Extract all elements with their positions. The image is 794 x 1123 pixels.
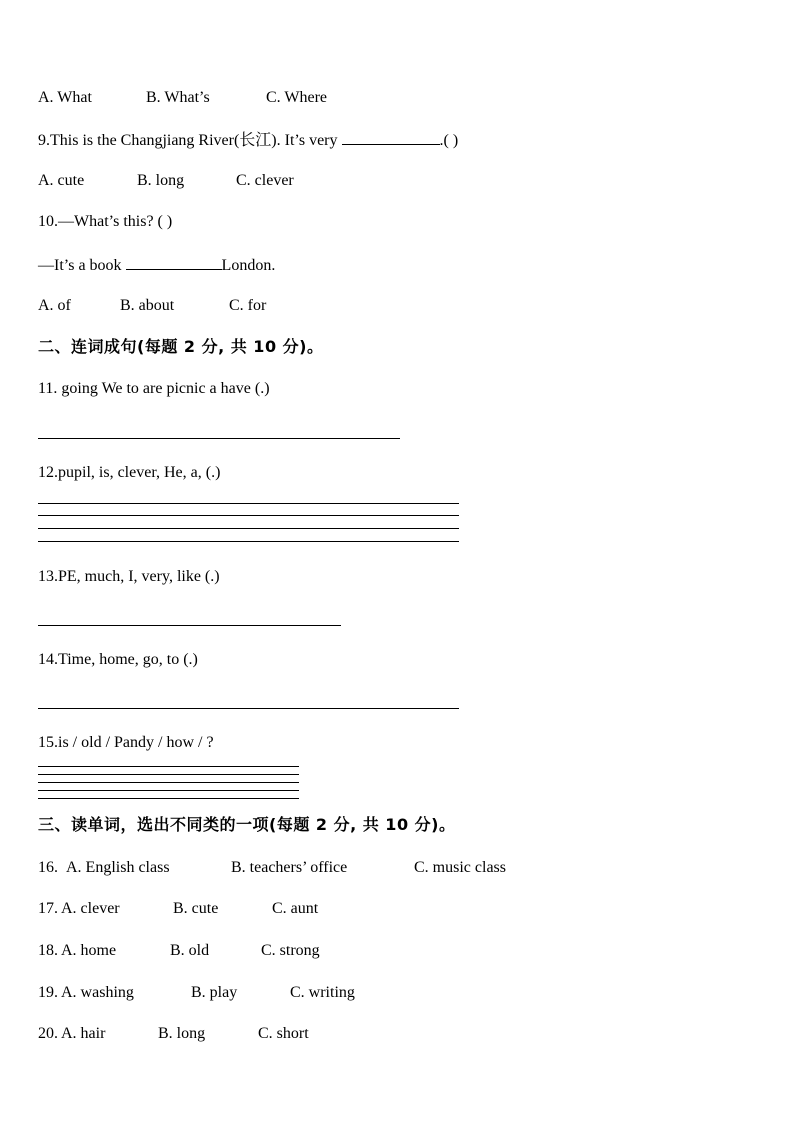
q16-option-a: A. English class	[66, 859, 170, 876]
q9-text-before: 9.This is the Changjiang River(长江). It’s very	[38, 132, 342, 149]
q19-number: 19.	[38, 984, 58, 1001]
section2-heading: 二、连词成句(每题 2 分, 共 10 分)。	[38, 337, 324, 356]
q15-prompt: 15.is / old / Pandy / how / ?	[38, 734, 214, 751]
q20-number: 20.	[38, 1025, 58, 1042]
q10-option-a: A. of	[38, 297, 71, 314]
q14-answer-line[interactable]	[38, 708, 459, 709]
q18-number: 18.	[38, 942, 58, 959]
q11-answer-line[interactable]	[38, 438, 400, 439]
q18-option-a: A. home	[61, 942, 117, 959]
q10-line2-before: —It’s a book	[38, 257, 126, 274]
q10-line2-after: London.	[221, 257, 276, 274]
q20-option-c: C. short	[258, 1025, 309, 1042]
q8-option-b: B. What’s	[146, 89, 210, 106]
q15-answer-line-2[interactable]	[38, 774, 299, 775]
q17-number: 17.	[38, 900, 58, 917]
q10-line1: 10.—What’s this? ( )	[38, 213, 173, 230]
q8-option-c: C. Where	[266, 89, 328, 106]
q9-answer-blank[interactable]	[342, 130, 440, 145]
section3-heading: 三、读单词，选出不同类的一项(每题 2 分, 共 10 分)。	[38, 815, 456, 834]
q8-option-a: A. What	[38, 89, 92, 106]
q10-answer-blank[interactable]	[126, 255, 222, 270]
q14-prompt: 14.Time, home, go, to (.)	[38, 651, 198, 668]
q17-option-b: B. cute	[173, 900, 219, 917]
q12-answer-line-4[interactable]	[38, 541, 459, 542]
q11-prompt: 11. going We to are picnic a have (.)	[38, 380, 270, 397]
q12-answer-line-2[interactable]	[38, 515, 459, 516]
q15-answer-line-4[interactable]	[38, 790, 299, 791]
q15-answer-line-3[interactable]	[38, 782, 299, 783]
q15-answer-line-5[interactable]	[38, 798, 299, 799]
q15-answer-line-1[interactable]	[38, 766, 299, 767]
q18-option-c: C. strong	[261, 942, 320, 959]
q16-option-c: C. music class	[414, 859, 506, 876]
q13-prompt: 13.PE, much, I, very, like (.)	[38, 568, 220, 585]
q20-option-a: A. hair	[61, 1025, 106, 1042]
q12-answer-line-1[interactable]	[38, 503, 459, 504]
q12-prompt: 12.pupil, is, clever, He, a, (.)	[38, 464, 221, 481]
q19-option-a: A. washing	[61, 984, 134, 1001]
q12-answer-line-3[interactable]	[38, 528, 459, 529]
q16-number: 16.	[38, 859, 58, 876]
q19-option-b: B. play	[191, 984, 238, 1001]
q10-line2	[38, 255, 275, 276]
q9-option-a: A. cute	[38, 172, 85, 189]
q13-answer-line[interactable]	[38, 625, 341, 626]
q18-option-b: B. old	[170, 942, 210, 959]
q20-option-b: B. long	[158, 1025, 206, 1042]
q9-option-c: C. clever	[236, 172, 294, 189]
q17-option-a: A. clever	[61, 900, 120, 917]
q10-option-c: C. for	[229, 297, 267, 314]
q9-option-b: B. long	[137, 172, 185, 189]
q19-option-c: C. writing	[290, 984, 355, 1001]
q17-option-c: C. aunt	[272, 900, 319, 917]
q10-option-b: B. about	[120, 297, 175, 314]
q16-option-b: B. teachers’ office	[231, 859, 348, 876]
q9-question	[38, 130, 458, 151]
q9-text-after: .( )	[439, 132, 459, 149]
